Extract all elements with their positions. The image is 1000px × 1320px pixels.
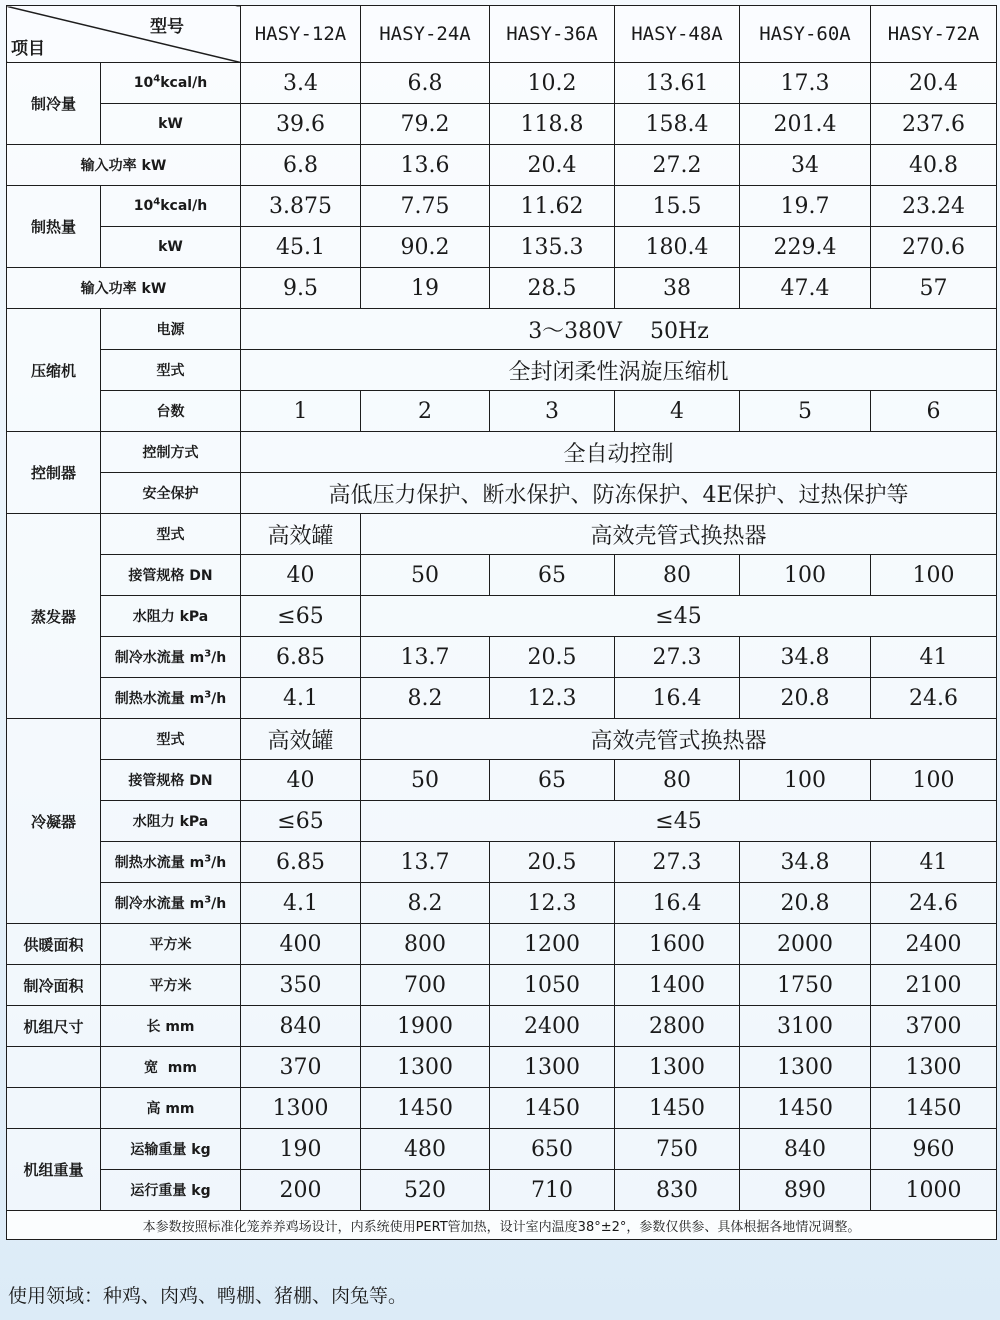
heating-kw-row xyxy=(7,227,997,268)
cooling-kw-row xyxy=(7,104,997,145)
evap-flow1-row xyxy=(7,637,997,678)
value-cell: ≤45 xyxy=(361,596,997,637)
value-cell: 40 xyxy=(241,760,361,801)
value-cell: 158.4 xyxy=(615,104,740,145)
area-unit: 平方米 xyxy=(101,965,241,1006)
value-cell: 高效壳管式换热器 xyxy=(361,514,997,555)
value-cell: 4 xyxy=(615,391,740,432)
value-cell: 1450 xyxy=(740,1088,871,1129)
heat-area-row xyxy=(7,924,997,965)
compressor-type-value: 全封闭柔性涡旋压缩机 xyxy=(241,350,997,391)
value-cell: 200 xyxy=(241,1170,361,1211)
value-cell: 890 xyxy=(740,1170,871,1211)
value-cell: 3700 xyxy=(871,1006,997,1047)
flow-label: 制热水流量 $m^3/h$ xyxy=(101,842,241,883)
value-cell: 9.5 xyxy=(241,268,361,309)
value-cell: 2100 xyxy=(871,965,997,1006)
header-row xyxy=(7,6,997,63)
compressor-type-row xyxy=(7,350,997,391)
resist-label: 水阻力 kPa xyxy=(101,596,241,637)
value-cell: 1300 xyxy=(615,1047,740,1088)
pipe-label: 接管规格 DN xyxy=(101,760,241,801)
value-cell: 17.3 xyxy=(740,63,871,104)
running-weight-row xyxy=(7,1170,997,1211)
flow-label: 制热水流量 $m^3/h$ xyxy=(101,678,241,719)
value-cell: 100 xyxy=(871,555,997,596)
flow-label: 制冷水流量 $m^3/h$ xyxy=(101,637,241,678)
power-supply-label: 电源 xyxy=(101,309,241,350)
kcal-unit: $10^4kcal/h$ xyxy=(101,63,241,104)
value-cell: 1450 xyxy=(615,1088,740,1129)
value-cell: 20.5 xyxy=(490,637,615,678)
value-cell: 13.7 xyxy=(361,637,490,678)
value-cell: 40.8 xyxy=(871,145,997,186)
condenser-label: 冷凝器 xyxy=(7,719,101,924)
height-label: 高 mm xyxy=(101,1088,241,1129)
value-cell: 79.2 xyxy=(361,104,490,145)
value-cell: 27.3 xyxy=(615,842,740,883)
control-mode-value: 全自动控制 xyxy=(241,432,997,473)
value-cell: 高效罐 xyxy=(241,514,361,555)
value-cell: 80 xyxy=(615,555,740,596)
area-unit: 平方米 xyxy=(101,924,241,965)
value-cell: 39.6 xyxy=(241,104,361,145)
value-cell: 20.4 xyxy=(490,145,615,186)
value-cell: 13.61 xyxy=(615,63,740,104)
value-cell: 6 xyxy=(871,391,997,432)
value-cell: 8.2 xyxy=(361,678,490,719)
value-cell: 6.8 xyxy=(241,145,361,186)
value-cell: 800 xyxy=(361,924,490,965)
value-cell: 47.4 xyxy=(740,268,871,309)
value-cell: 24.6 xyxy=(871,883,997,924)
value-cell: 1450 xyxy=(490,1088,615,1129)
model-name: HASY-72A xyxy=(871,6,997,63)
value-cell: 20.5 xyxy=(490,842,615,883)
value-cell: 4.1 xyxy=(241,883,361,924)
value-cell: 13.6 xyxy=(361,145,490,186)
value-cell: 2000 xyxy=(740,924,871,965)
value-cell: 118.8 xyxy=(490,104,615,145)
note-row xyxy=(7,1211,997,1240)
value-cell: 830 xyxy=(615,1170,740,1211)
value-cell: 5 xyxy=(740,391,871,432)
cooling-kcal-row xyxy=(7,63,997,104)
value-cell: 2400 xyxy=(490,1006,615,1047)
footnote: 本参数按照标准化笼养养鸡场设计，内系统使用PERT管加热，设计室内温度38°±2°，参数仅供参、具体根据各地情况调整。 xyxy=(7,1211,997,1240)
kw-unit: kW xyxy=(101,104,241,145)
value-cell: 6.8 xyxy=(361,63,490,104)
type-label: 型式 xyxy=(101,719,241,760)
value-cell: 750 xyxy=(615,1129,740,1170)
height-row xyxy=(7,1088,997,1129)
value-cell: 190 xyxy=(241,1129,361,1170)
model-name: HASY-60A xyxy=(740,6,871,63)
compressor-power-row xyxy=(7,309,997,350)
value-cell: 38 xyxy=(615,268,740,309)
value-cell: 1050 xyxy=(490,965,615,1006)
value-cell: 840 xyxy=(241,1006,361,1047)
pipe-label: 接管规格 DN xyxy=(101,555,241,596)
transport-weight-row xyxy=(7,1129,997,1170)
evap-type-row xyxy=(7,514,997,555)
value-cell: 24.6 xyxy=(871,678,997,719)
value-cell: 34.8 xyxy=(740,637,871,678)
value-cell: 6.85 xyxy=(241,637,361,678)
value-cell: 19.7 xyxy=(740,186,871,227)
cond-type-row xyxy=(7,719,997,760)
value-cell: 2800 xyxy=(615,1006,740,1047)
value-cell: 50 xyxy=(361,760,490,801)
cond-resist-row xyxy=(7,801,997,842)
value-cell: 100 xyxy=(871,760,997,801)
evap-resist-row xyxy=(7,596,997,637)
model-name: HASY-24A xyxy=(361,6,490,63)
value-cell: 13.7 xyxy=(361,842,490,883)
item-label: 项目 xyxy=(11,39,45,59)
spec-table xyxy=(6,5,997,1240)
type-label: 型式 xyxy=(101,514,241,555)
value-cell: 90.2 xyxy=(361,227,490,268)
value-cell: 高效壳管式换热器 xyxy=(361,719,997,760)
compressor-count-row xyxy=(7,391,997,432)
value-cell: 80 xyxy=(615,760,740,801)
value-cell: 20.4 xyxy=(871,63,997,104)
value-cell: 370 xyxy=(241,1047,361,1088)
value-cell: 3.4 xyxy=(241,63,361,104)
value-cell: 34.8 xyxy=(740,842,871,883)
value-cell: ≤45 xyxy=(361,801,997,842)
heat-area-label: 供暖面积 xyxy=(7,924,101,965)
value-cell: 480 xyxy=(361,1129,490,1170)
controller-safety-row xyxy=(7,473,997,514)
heating-kcal-row xyxy=(7,186,997,227)
value-cell: 229.4 xyxy=(740,227,871,268)
value-cell: 高效罐 xyxy=(241,719,361,760)
empty-cell xyxy=(7,1047,101,1088)
header-corner xyxy=(7,6,241,63)
value-cell: 1000 xyxy=(871,1170,997,1211)
value-cell: 20.8 xyxy=(740,678,871,719)
input-power-label: 输入功率 kW xyxy=(7,145,241,186)
value-cell: 100 xyxy=(740,760,871,801)
value-cell: 20.8 xyxy=(740,883,871,924)
safety-value: 高低压力保护、断水保护、防冻保护、4E保护、过热保护等 xyxy=(241,473,997,514)
cool-area-label: 制冷面积 xyxy=(7,965,101,1006)
value-cell: 350 xyxy=(241,965,361,1006)
evap-flow2-row xyxy=(7,678,997,719)
value-cell: 1400 xyxy=(615,965,740,1006)
flow-label: 制冷水流量 $m^3/h$ xyxy=(101,883,241,924)
value-cell: 27.2 xyxy=(615,145,740,186)
safety-label: 安全保护 xyxy=(101,473,241,514)
value-cell: 1300 xyxy=(241,1088,361,1129)
width-label: 宽 mm xyxy=(101,1047,241,1088)
value-cell: 1750 xyxy=(740,965,871,1006)
compressor-label: 压缩机 xyxy=(7,309,101,432)
value-cell: 15.5 xyxy=(615,186,740,227)
empty-cell xyxy=(7,1088,101,1129)
value-cell: 180.4 xyxy=(615,227,740,268)
value-cell: 960 xyxy=(871,1129,997,1170)
value-cell: 1300 xyxy=(871,1047,997,1088)
cooling-power-row xyxy=(7,145,997,186)
value-cell: 65 xyxy=(490,760,615,801)
power-supply-value: 3～380V 50Hz xyxy=(241,309,997,350)
value-cell: 270.6 xyxy=(871,227,997,268)
cool-area-row xyxy=(7,965,997,1006)
value-cell: 1200 xyxy=(490,924,615,965)
controller-mode-row xyxy=(7,432,997,473)
running-label: 运行重量 kg xyxy=(101,1170,241,1211)
value-cell: 34 xyxy=(740,145,871,186)
value-cell: 11.62 xyxy=(490,186,615,227)
cooling-label: 制冷量 xyxy=(7,63,101,145)
value-cell: 10.2 xyxy=(490,63,615,104)
value-cell: 28.5 xyxy=(490,268,615,309)
value-cell: 1900 xyxy=(361,1006,490,1047)
value-cell: 840 xyxy=(740,1129,871,1170)
value-cell: 12.3 xyxy=(490,678,615,719)
cond-flow2-row xyxy=(7,883,997,924)
value-cell: 1600 xyxy=(615,924,740,965)
value-cell: 1300 xyxy=(490,1047,615,1088)
value-cell: 4.1 xyxy=(241,678,361,719)
model-name: HASY-36A xyxy=(490,6,615,63)
value-cell: 2400 xyxy=(871,924,997,965)
value-cell: 700 xyxy=(361,965,490,1006)
value-cell: 41 xyxy=(871,842,997,883)
value-cell: 12.3 xyxy=(490,883,615,924)
value-cell: 100 xyxy=(740,555,871,596)
controller-label: 控制器 xyxy=(7,432,101,514)
length-label: 长 mm xyxy=(101,1006,241,1047)
value-cell: ≤65 xyxy=(241,801,361,842)
heating-power-row xyxy=(7,268,997,309)
value-cell: 1 xyxy=(241,391,361,432)
input-power-label: 输入功率 kW xyxy=(7,268,241,309)
value-cell: 520 xyxy=(361,1170,490,1211)
kcal-unit: $10^4kcal/h$ xyxy=(101,186,241,227)
value-cell: 65 xyxy=(490,555,615,596)
value-cell: 7.75 xyxy=(361,186,490,227)
value-cell: 237.6 xyxy=(871,104,997,145)
model-label: 型号 xyxy=(150,17,184,37)
value-cell: 1300 xyxy=(740,1047,871,1088)
value-cell: 3 xyxy=(490,391,615,432)
heating-label: 制热量 xyxy=(7,186,101,268)
value-cell: 201.4 xyxy=(740,104,871,145)
weight-label: 机组重量 xyxy=(7,1129,101,1211)
value-cell: 41 xyxy=(871,637,997,678)
value-cell: 1450 xyxy=(361,1088,490,1129)
dims-label: 机组尺寸 xyxy=(7,1006,101,1047)
kw-unit: kW xyxy=(101,227,241,268)
cond-pipe-row xyxy=(7,760,997,801)
value-cell: 40 xyxy=(241,555,361,596)
value-cell: 650 xyxy=(490,1129,615,1170)
value-cell: 1450 xyxy=(871,1088,997,1129)
transport-label: 运输重量 kg xyxy=(101,1129,241,1170)
control-mode-label: 控制方式 xyxy=(101,432,241,473)
usage-text: 使用领域：种鸡、肉鸡、鸭棚、猪棚、肉兔等。 xyxy=(8,1285,408,1307)
count-label: 台数 xyxy=(101,391,241,432)
value-cell: 50 xyxy=(361,555,490,596)
cond-flow1-row xyxy=(7,842,997,883)
value-cell: 400 xyxy=(241,924,361,965)
value-cell: 8.2 xyxy=(361,883,490,924)
evaporator-label: 蒸发器 xyxy=(7,514,101,719)
value-cell: 135.3 xyxy=(490,227,615,268)
value-cell: 16.4 xyxy=(615,678,740,719)
length-row xyxy=(7,1006,997,1047)
value-cell: ≤65 xyxy=(241,596,361,637)
model-name: HASY-12A xyxy=(241,6,361,63)
model-name: HASY-48A xyxy=(615,6,740,63)
value-cell: 1300 xyxy=(361,1047,490,1088)
evap-pipe-row xyxy=(7,555,997,596)
value-cell: 45.1 xyxy=(241,227,361,268)
value-cell: 710 xyxy=(490,1170,615,1211)
value-cell: 6.85 xyxy=(241,842,361,883)
resist-label: 水阻力 kPa xyxy=(101,801,241,842)
width-row xyxy=(7,1047,997,1088)
value-cell: 57 xyxy=(871,268,997,309)
value-cell: 16.4 xyxy=(615,883,740,924)
value-cell: 23.24 xyxy=(871,186,997,227)
value-cell: 27.3 xyxy=(615,637,740,678)
value-cell: 2 xyxy=(361,391,490,432)
value-cell: 3.875 xyxy=(241,186,361,227)
value-cell: 19 xyxy=(361,268,490,309)
value-cell: 3100 xyxy=(740,1006,871,1047)
type-label: 型式 xyxy=(101,350,241,391)
